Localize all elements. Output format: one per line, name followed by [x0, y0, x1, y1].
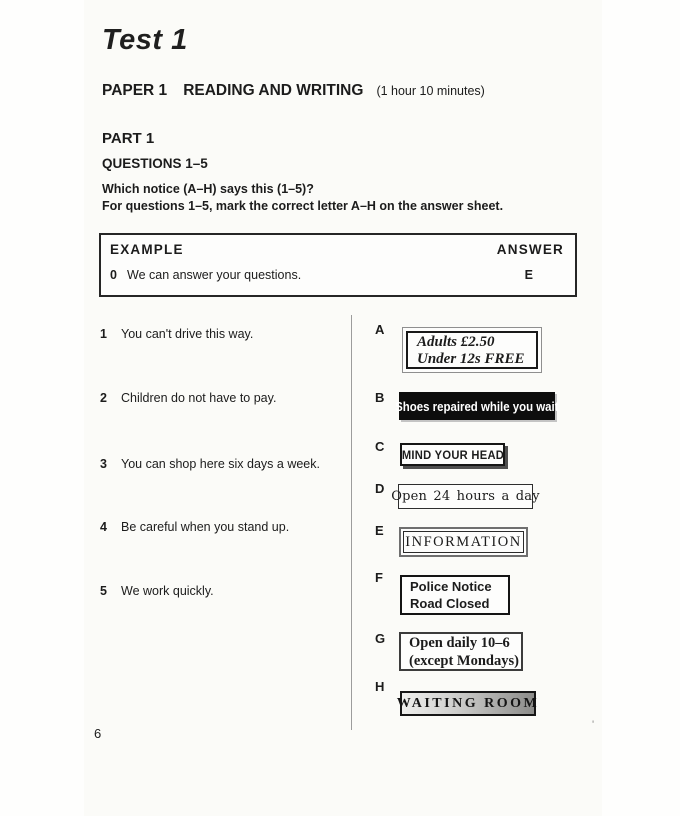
example-question-text: We can answer your questions. [127, 268, 302, 282]
notice-sign-open-daily [399, 632, 523, 671]
notice-sign-adults-price [402, 327, 542, 373]
question-number: 3 [100, 457, 107, 471]
questions-range-heading: QUESTIONS 1–5 [102, 156, 208, 171]
notice-line: Adults £2.50 [417, 334, 495, 350]
notice-line: Shoes repaired while you wait [395, 398, 559, 414]
paper-label: PAPER 1 [102, 82, 168, 99]
notice-sign-inner-frame [403, 531, 524, 553]
notice-line: Road Closed [410, 595, 490, 611]
paper-duration: (1 hour 10 minutes) [376, 84, 485, 98]
notice-sign-information [399, 527, 528, 557]
notice-line: MIND YOUR HEAD [401, 447, 504, 462]
notice-letter-a: A [375, 322, 385, 337]
paper-heading [102, 82, 485, 100]
notice-letter-e: E [375, 523, 384, 538]
notice-sign-road-closed [400, 575, 510, 615]
test-title: Test 1 [102, 24, 188, 56]
question-text: You can't drive this way. [121, 327, 254, 341]
notice-line: Open 24 hours a day [391, 489, 540, 504]
notice-sign-mind-your-head [400, 443, 505, 466]
question-row-5 [100, 584, 214, 598]
notice-line: Under 12s FREE [417, 351, 525, 367]
notice-line: WAITING ROOM [396, 695, 540, 711]
column-divider-rule [351, 315, 352, 730]
question-number: 5 [100, 584, 107, 598]
question-row-1 [100, 327, 253, 341]
notice-sign-shoes-repaired [395, 392, 559, 420]
question-row-3 [100, 457, 320, 471]
question-number: 1 [100, 327, 107, 341]
question-row-2 [100, 391, 276, 405]
scan-stray-mark: ' [592, 719, 595, 731]
example-box [99, 233, 577, 297]
page-number: 6 [94, 726, 102, 741]
notice-letter-c: C [375, 439, 385, 454]
question-text: We work quickly. [121, 584, 214, 598]
part-title: PART 1 [102, 130, 155, 147]
notice-line: Open daily 10–6 [409, 635, 510, 651]
answer-label: ANSWER [496, 242, 564, 257]
question-row-4 [100, 520, 289, 534]
notice-sign-inner-frame [406, 331, 538, 369]
example-answer-value: E [524, 268, 533, 282]
notice-letter-d: D [375, 481, 385, 496]
notice-letter-h: H [375, 679, 385, 694]
notice-letter-g: G [375, 631, 386, 646]
question-text: You can shop here six days a week. [121, 457, 320, 471]
notice-letter-f: F [375, 570, 383, 585]
notice-line: INFORMATION [405, 533, 522, 550]
notice-sign-waiting-room [396, 691, 540, 716]
question-text: Be careful when you stand up. [121, 520, 290, 534]
notice-line: Police Notice [410, 579, 492, 594]
instruction-line-1: Which notice (A–H) says this (1–5)? [102, 182, 314, 196]
instruction-line-2: For questions 1–5, mark the correct letter A–H on the answer sheet. [102, 199, 504, 213]
notice-letter-b: B [375, 390, 385, 405]
notice-line: (except Mondays) [409, 652, 519, 669]
question-number: 2 [100, 391, 107, 405]
notice-sign-open-24-hours [391, 484, 540, 509]
example-label: EXAMPLE [110, 242, 184, 257]
paper-title: READING AND WRITING [183, 82, 364, 99]
example-question-number: 0 [110, 268, 117, 282]
question-number: 4 [100, 520, 107, 534]
question-text: Children do not have to pay. [121, 391, 277, 405]
